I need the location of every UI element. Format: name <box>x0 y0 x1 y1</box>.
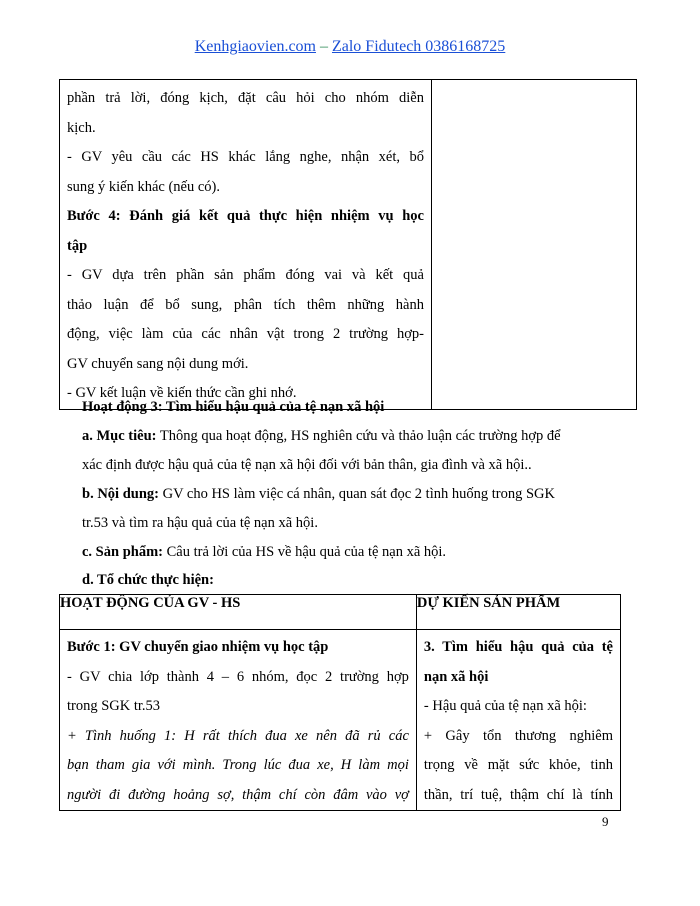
product-block <box>82 538 622 568</box>
teacher-activity-cell <box>60 630 417 811</box>
activity-title: Hoạt động 3: Tìm hiểu hậu quả của tệ nạn xã hội <box>82 399 385 415</box>
text-line: GV chuyển sang nội dung mới. <box>67 355 249 372</box>
product-label: c. Sản phẩm: <box>82 544 163 560</box>
teacher-activity-cell <box>60 80 432 410</box>
text-line: kịch. <box>67 119 96 136</box>
text-line: - GV yêu cầu các HS khác lắng nghe, nhận xét, bổ <box>67 149 424 165</box>
header-separator: – <box>319 38 328 55</box>
content-block <box>82 480 622 510</box>
scenario-line: bạn tham gia với mình. Trong lúc đua xe, H làm mọi <box>67 757 409 773</box>
organization-block <box>82 566 622 596</box>
page-header <box>0 38 700 56</box>
organization-label: d. Tổ chức thực hiện: <box>82 572 214 588</box>
text-line: trọng về mặt sức khỏe, tinh <box>423 757 613 773</box>
content-text: tr.53 và tìm ra hậu quả của tệ nạn xã hội. <box>82 515 318 531</box>
text-line: sung ý kiến khác (nếu có). <box>67 178 221 195</box>
objective-text: Thông qua hoạt động, HS nghiên cứu và thảo luận các trường hợp để <box>156 428 561 444</box>
objective-text: xác định được hậu quả của tệ nạn xã hội đối với bản thân, gia đình và xã hội.. <box>82 457 532 473</box>
objective-block <box>82 422 622 452</box>
activity-continuation-table <box>59 79 637 410</box>
content-label: b. Nội dung: <box>82 486 159 502</box>
expected-product-cell <box>416 630 620 811</box>
content-block-cont <box>82 509 622 539</box>
text-line: trong SGK tr.53 <box>67 698 161 714</box>
activity3-table <box>59 594 621 811</box>
text-line: phần trả lời, đóng kịch, đặt câu hỏi cho nhóm diễn <box>67 90 424 106</box>
text-line: + Gây tổn thương nghiêm <box>423 727 613 744</box>
product-heading: 3. Tìm hiểu hậu quả của tệ <box>423 639 613 655</box>
page-number: 9 <box>602 814 609 829</box>
step-heading: tập <box>67 237 88 254</box>
text-line: động, việc làm của các nhân vật trong 2 trường hợp- <box>67 326 424 342</box>
text-line: thảo luận để bổ sung, phân tích thêm những hành <box>67 296 424 313</box>
site-link[interactable]: Kenhgiaovien.com <box>194 38 316 55</box>
column-header-products: DỰ KIẾN SẢN PHẨM <box>416 595 620 630</box>
objective-block-cont <box>82 451 622 481</box>
expected-product-cell <box>432 80 637 410</box>
scenario-line: người đi đường hoảng sợ, thậm chí còn đâm vào vợ <box>67 786 409 803</box>
step-heading: Bước 1: GV chuyển giao nhiệm vụ học tập <box>67 639 329 655</box>
product-heading: nạn xã hội <box>423 668 489 685</box>
text-line: - GV kết luận về kiến thức cần ghi nhớ. <box>67 385 297 401</box>
step-heading: Bước 4: Đánh giá kết quả thực hiện nhiệm vụ học <box>67 208 424 224</box>
activity3-section <box>82 393 622 423</box>
objective-label: a. Mục tiêu: <box>82 428 157 444</box>
content-text: GV cho HS làm việc cá nhân, quan sát đọc 2 tình huống trong SGK <box>158 486 555 502</box>
contact-link[interactable]: Zalo Fidutech 0386168725 <box>331 38 506 55</box>
scenario-line: + Tình huống 1: H rất thích đua xe nên đã rủ các <box>67 727 409 744</box>
text-line: - GV chia lớp thành 4 – 6 nhóm, đọc 2 trường hợp <box>67 668 409 685</box>
text-line: thần, trí tuệ, thậm chí là tính <box>423 786 613 803</box>
product-text: Câu trả lời của HS về hậu quả của tệ nạn xã hội. <box>162 544 447 560</box>
column-header-activities: HOẠT ĐỘNG CỦA GV - HS <box>60 595 417 630</box>
text-line: - GV dựa trên phần sản phẩm đóng vai và kết quả <box>67 267 424 283</box>
text-line: - Hậu quả của tệ nạn xã hội: <box>423 698 587 714</box>
